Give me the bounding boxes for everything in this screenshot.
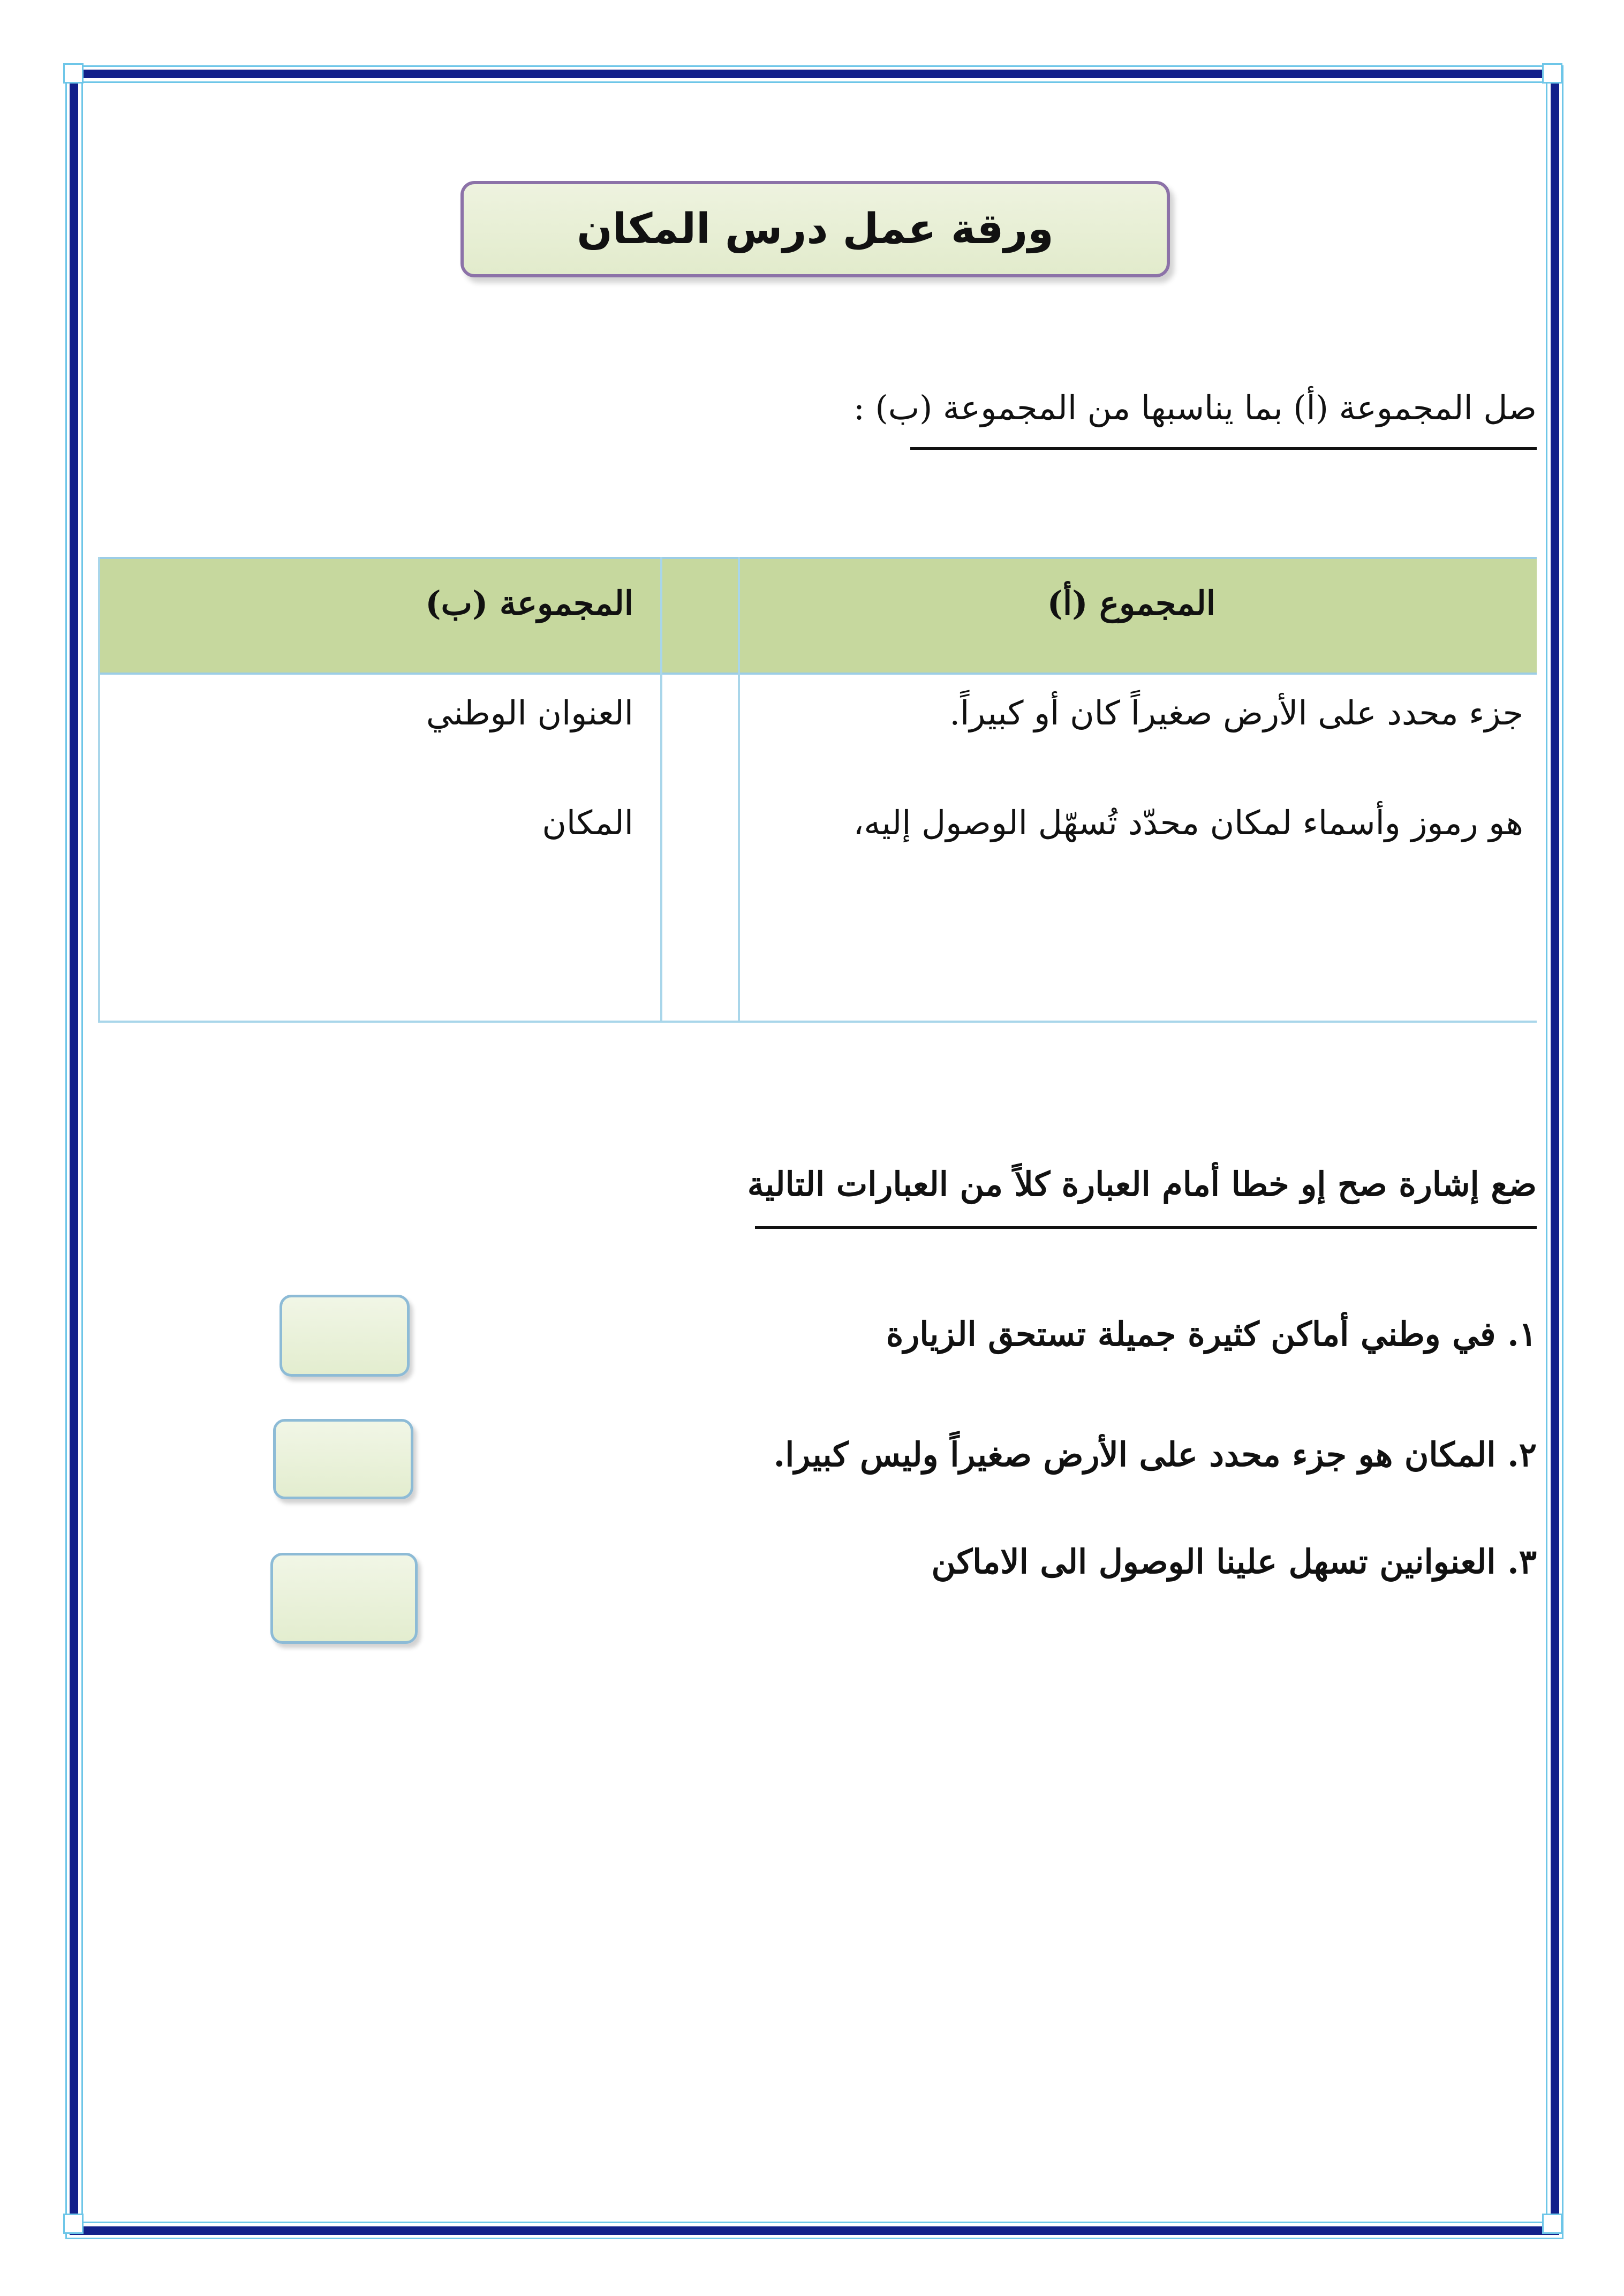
corner-mark <box>63 2214 84 2234</box>
group-a-item: جزء محدد على الأرض صغيراً كان أو كبيراً. <box>949 693 1523 732</box>
matching-table <box>98 557 1537 1023</box>
answer-box-2[interactable] <box>273 1419 413 1499</box>
statement-1: ١. في وطني أماكن كثيرة جميلة تستحق الزيارة <box>886 1315 1537 1354</box>
statement-3: ٣. العنوانين تسهل علينا الوصول الى الاماكن <box>931 1542 1537 1581</box>
corner-mark <box>63 63 84 84</box>
matching-instruction: صل المجموعة (أ) بما يناسبها من المجموعة (ب) : <box>853 388 1537 427</box>
true-false-instruction-underline <box>755 1226 1537 1229</box>
group-b-item: المكان <box>542 803 633 842</box>
group-b-item: العنوان الوطني <box>426 693 633 732</box>
worksheet-title: ورقة عمل درس المكان <box>460 181 1170 277</box>
true-false-instruction: ضع إشارة صح إو خطا أمام العبارة كلاً من العبارات التالية <box>747 1165 1537 1204</box>
table-header-row <box>98 557 1537 675</box>
header-group-a: المجموع (أ) <box>1047 584 1215 623</box>
statement-2: ٢. المكان هو جزء محدد على الأرض صغيراً وليس كبيرا. <box>773 1435 1537 1474</box>
matching-instruction-underline <box>910 447 1537 450</box>
answer-box-3[interactable] <box>270 1553 418 1644</box>
header-group-b: المجموعة (ب) <box>425 584 633 623</box>
answer-box-1[interactable] <box>280 1295 410 1377</box>
corner-mark <box>1542 63 1562 84</box>
corner-mark <box>1542 2214 1562 2234</box>
group-a-item: هو رموز وأسماء لمكان محدّد تُسهّل الوصول إليه، <box>853 803 1523 842</box>
